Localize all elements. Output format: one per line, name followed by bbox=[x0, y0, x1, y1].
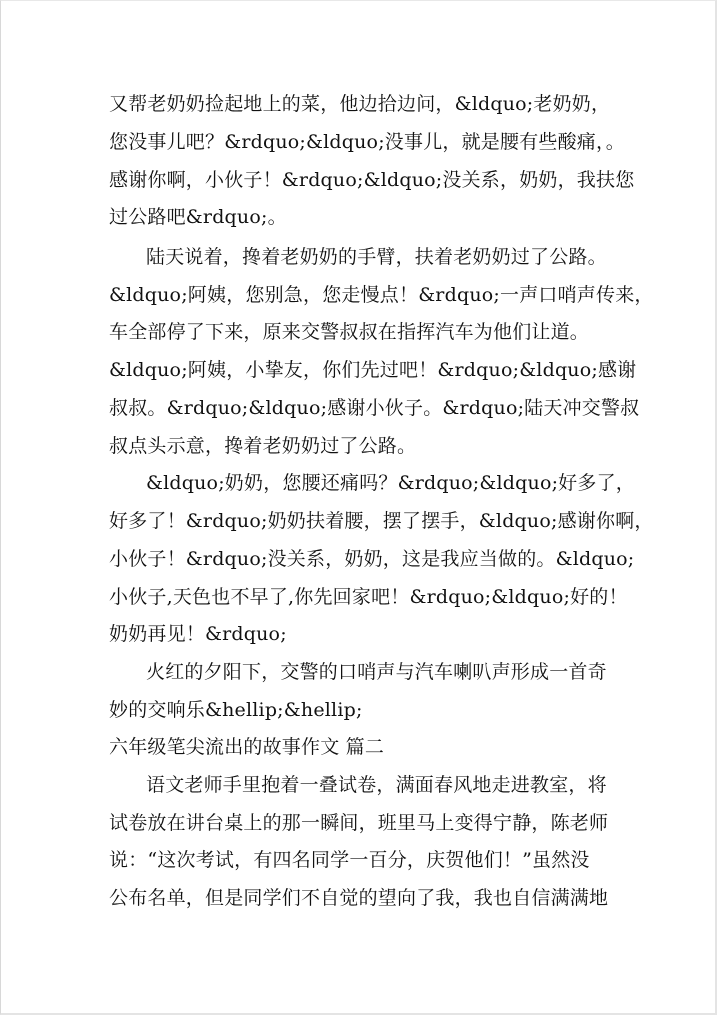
text-line: 奶奶再见！&rdquo; bbox=[109, 623, 287, 645]
text-line: 叔叔。&rdquo;&ldquo;感谢小伙子。&rdquo;陆天冲交警叔 bbox=[109, 397, 640, 419]
section-heading: 六年级笔尖流出的故事作文 篇二 bbox=[109, 736, 385, 758]
text-line: 试卷放在讲台桌上的那一瞬间，班里马上变得宁静，陈老师 bbox=[109, 812, 609, 834]
text-line: 车全部停了下来，原来交警叔叔在指挥汽车为他们让道。 bbox=[109, 321, 590, 343]
text-line: 感谢你啊，小伙子！&rdquo;&ldquo;没关系，奶奶，我扶您 bbox=[109, 169, 635, 191]
text-line: 小伙子！&rdquo;没关系，奶奶，这是我应当做的。&ldquo; bbox=[109, 548, 635, 570]
text-line: 又帮老奶奶捡起地上的菜，他边拾边问，&ldquo;老奶奶， bbox=[109, 93, 611, 115]
text-line: &ldquo;阿姨，您别急，您走慢点！&rdquo;一声口哨声传来， bbox=[109, 284, 654, 306]
text-line: 好多了！&rdquo;奶奶扶着腰，摆了摆手，&ldquo;感谢你啊， bbox=[109, 510, 654, 532]
paragraph-start: 陆天说着，搀着老奶奶的手臂，扶着老奶奶过了公路。 bbox=[146, 246, 607, 268]
paragraph-start: 语文老师手里抱着一叠试卷，满面春风地走进教室，将 bbox=[146, 774, 607, 796]
text-line: &ldquo;阿姨，小挚友，你们先过吧！&rdquo;&ldquo;感谢 bbox=[109, 359, 637, 381]
text-line: 过公路吧&rdquo;。 bbox=[109, 206, 287, 228]
text-line: 说：“这次考试，有四名同学一百分，庆贺他们！”虽然没 bbox=[109, 849, 590, 871]
text-line: 您没事儿吧？&rdquo;&ldquo;没事儿，就是腰有些酸痛，。 bbox=[109, 131, 625, 153]
text-line: 叔点头示意，搀着老奶奶过了公路。 bbox=[109, 435, 417, 457]
text-line: 小伙子,天色也不早了,你先回家吧！&rdquo;&ldquo;好的！ bbox=[109, 586, 628, 608]
text-line: 公布名单，但是同学们不自觉的望向了我，我也自信满满地 bbox=[109, 887, 609, 909]
paragraph-start: 火红的夕阳下，交警的口哨声与汽车喇叭声形成一首奇 bbox=[146, 661, 607, 683]
text-line: 妙的交响乐&hellip;&hellip; bbox=[109, 699, 363, 721]
paragraph-start: &ldquo;奶奶，您腰还痛吗？&rdquo;&ldquo;好多了， bbox=[146, 472, 635, 494]
